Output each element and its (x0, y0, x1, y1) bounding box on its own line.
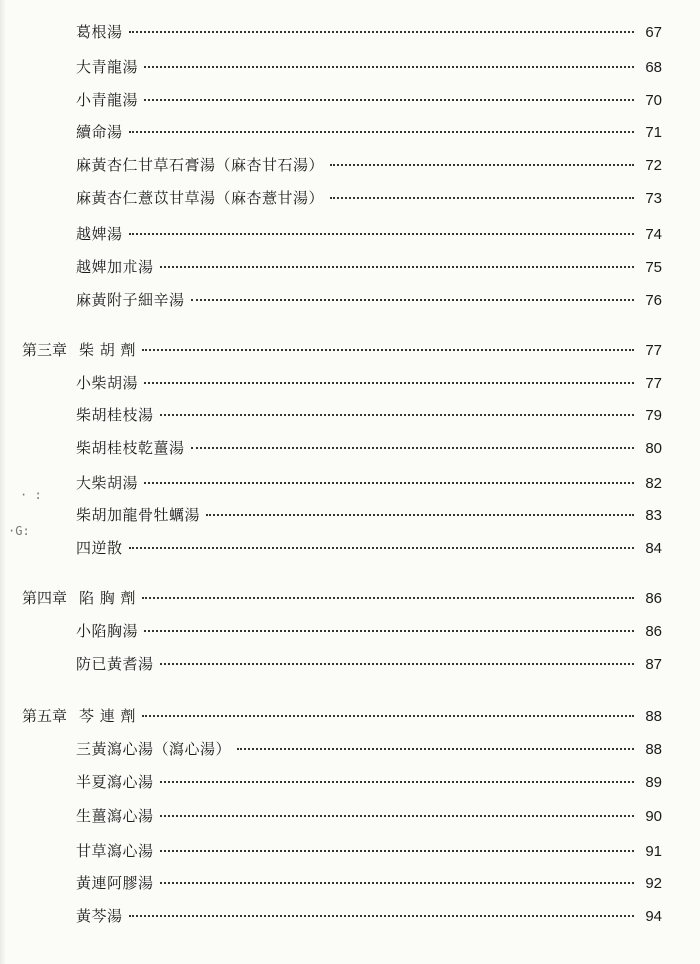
page-number: 82 (645, 475, 662, 492)
entry-title: 黃芩湯 (76, 907, 123, 925)
entry-title: 續命湯 (76, 123, 123, 141)
toc-entry-row (76, 405, 662, 425)
toc-entry-row (76, 290, 662, 310)
dot-leader (142, 715, 634, 717)
page-number: 80 (645, 440, 662, 457)
page-number: 83 (645, 507, 662, 524)
toc-entry-row (76, 155, 662, 175)
toc-entry-row (76, 841, 662, 861)
toc-entry-row (76, 122, 662, 142)
dot-leader (237, 748, 634, 750)
toc-entry-row (76, 505, 662, 525)
page-number: 75 (645, 259, 662, 276)
dot-leader (160, 781, 634, 783)
page-number: 79 (645, 407, 662, 424)
toc-entry-row (76, 57, 662, 77)
entry-title: 防已黃耆湯 (76, 655, 154, 673)
toc-entry-row (76, 473, 662, 493)
entry-title: 葛根湯 (76, 23, 123, 41)
dot-leader (142, 349, 634, 351)
dot-leader (144, 66, 634, 68)
dot-leader (144, 382, 634, 384)
dot-leader (191, 299, 634, 301)
page-edge-shadow (0, 0, 6, 964)
entry-title: 三黃瀉心湯（瀉心湯） (76, 740, 232, 758)
entry-title: 甘草瀉心湯 (76, 842, 154, 860)
toc-entry-row (76, 538, 662, 558)
entry-title: 小柴胡湯 (76, 374, 139, 392)
entry-title: 柴胡桂枝乾薑湯 (76, 439, 185, 457)
dot-leader (160, 850, 634, 852)
chapter-number: 第四章 (22, 589, 68, 607)
page-number: 90 (645, 808, 662, 825)
chapter-number: 第五章 (22, 707, 68, 725)
dot-leader (144, 630, 634, 632)
chapter-title: 芩 連 劑 (79, 707, 137, 725)
page-number: 77 (645, 375, 662, 392)
entry-title: 半夏瀉心湯 (76, 773, 154, 791)
entry-title: 生薑瀉心湯 (76, 807, 154, 825)
chapter-title: 陷 胸 劑 (79, 589, 137, 607)
chapter-title: 柴 胡 劑 (79, 341, 137, 359)
page-number: 76 (645, 292, 662, 309)
toc-entry-row (76, 224, 662, 244)
page-number: 88 (645, 708, 662, 725)
page-number: 77 (645, 342, 662, 359)
chapter-number: 第三章 (22, 341, 68, 359)
scan-speck: · : (20, 488, 42, 502)
toc-entry-row (76, 906, 662, 926)
page-number: 74 (645, 226, 662, 243)
dot-leader (160, 414, 634, 416)
toc-entry-row (76, 188, 662, 208)
page-number: 89 (645, 774, 662, 791)
page-number: 73 (645, 190, 662, 207)
entry-title: 大青龍湯 (76, 58, 139, 76)
entry-title: 柴胡桂枝湯 (76, 406, 154, 424)
toc-entry-row (76, 654, 662, 674)
dot-leader (144, 99, 634, 101)
toc-entry-row (76, 621, 662, 641)
toc-chapter-row (22, 706, 662, 726)
toc-entry-row (76, 90, 662, 110)
dot-leader (142, 597, 634, 599)
page-number: 67 (645, 24, 662, 41)
dot-leader (330, 164, 634, 166)
dot-leader (160, 882, 634, 884)
dot-leader (129, 233, 634, 235)
page-number: 86 (645, 590, 662, 607)
toc-chapter-row (22, 340, 662, 360)
dot-leader (191, 447, 634, 449)
toc-entry-row (76, 739, 662, 759)
entry-title: 越婢湯 (76, 225, 123, 243)
toc-entry-row (76, 873, 662, 893)
page-number: 87 (645, 656, 662, 673)
dot-leader (330, 197, 634, 199)
dot-leader (129, 547, 634, 549)
page-number: 86 (645, 623, 662, 640)
toc-entry-row (76, 438, 662, 458)
entry-title: 小青龍湯 (76, 91, 139, 109)
page-number: 88 (645, 741, 662, 758)
page-number: 94 (645, 908, 662, 925)
entry-title: 麻黃杏仁薏苡甘草湯（麻杏薏甘湯） (76, 189, 325, 207)
entry-title: 麻黃杏仁甘草石膏湯（麻杏甘石湯） (76, 156, 325, 174)
scan-speck: ·G: (8, 524, 30, 538)
toc-entry-row (76, 772, 662, 792)
dot-leader (160, 815, 634, 817)
dot-leader (129, 131, 634, 133)
entry-title: 小陷胸湯 (76, 622, 139, 640)
toc-entry-row (76, 806, 662, 826)
entry-title: 越婢加朮湯 (76, 258, 154, 276)
entry-title: 黃連阿膠湯 (76, 874, 154, 892)
toc-entry-row (76, 257, 662, 277)
page-number: 91 (645, 843, 662, 860)
dot-leader (160, 266, 634, 268)
entry-title: 麻黃附子細辛湯 (76, 291, 185, 309)
toc-chapter-row (22, 588, 662, 608)
dot-leader (129, 31, 634, 33)
entry-title: 柴胡加龍骨牡蠣湯 (76, 506, 201, 524)
entry-title: 四逆散 (76, 539, 123, 557)
page-number: 70 (645, 92, 662, 109)
dot-leader (129, 915, 634, 917)
dot-leader (160, 663, 634, 665)
toc-entry-row (76, 373, 662, 393)
page-number: 71 (645, 124, 662, 141)
page-number: 92 (645, 875, 662, 892)
page-number: 68 (645, 59, 662, 76)
entry-title: 大柴胡湯 (76, 474, 139, 492)
page-number: 84 (645, 540, 662, 557)
toc-entry-row (76, 22, 662, 42)
page-number: 72 (645, 157, 662, 174)
dot-leader (144, 482, 634, 484)
dot-leader (206, 514, 634, 516)
